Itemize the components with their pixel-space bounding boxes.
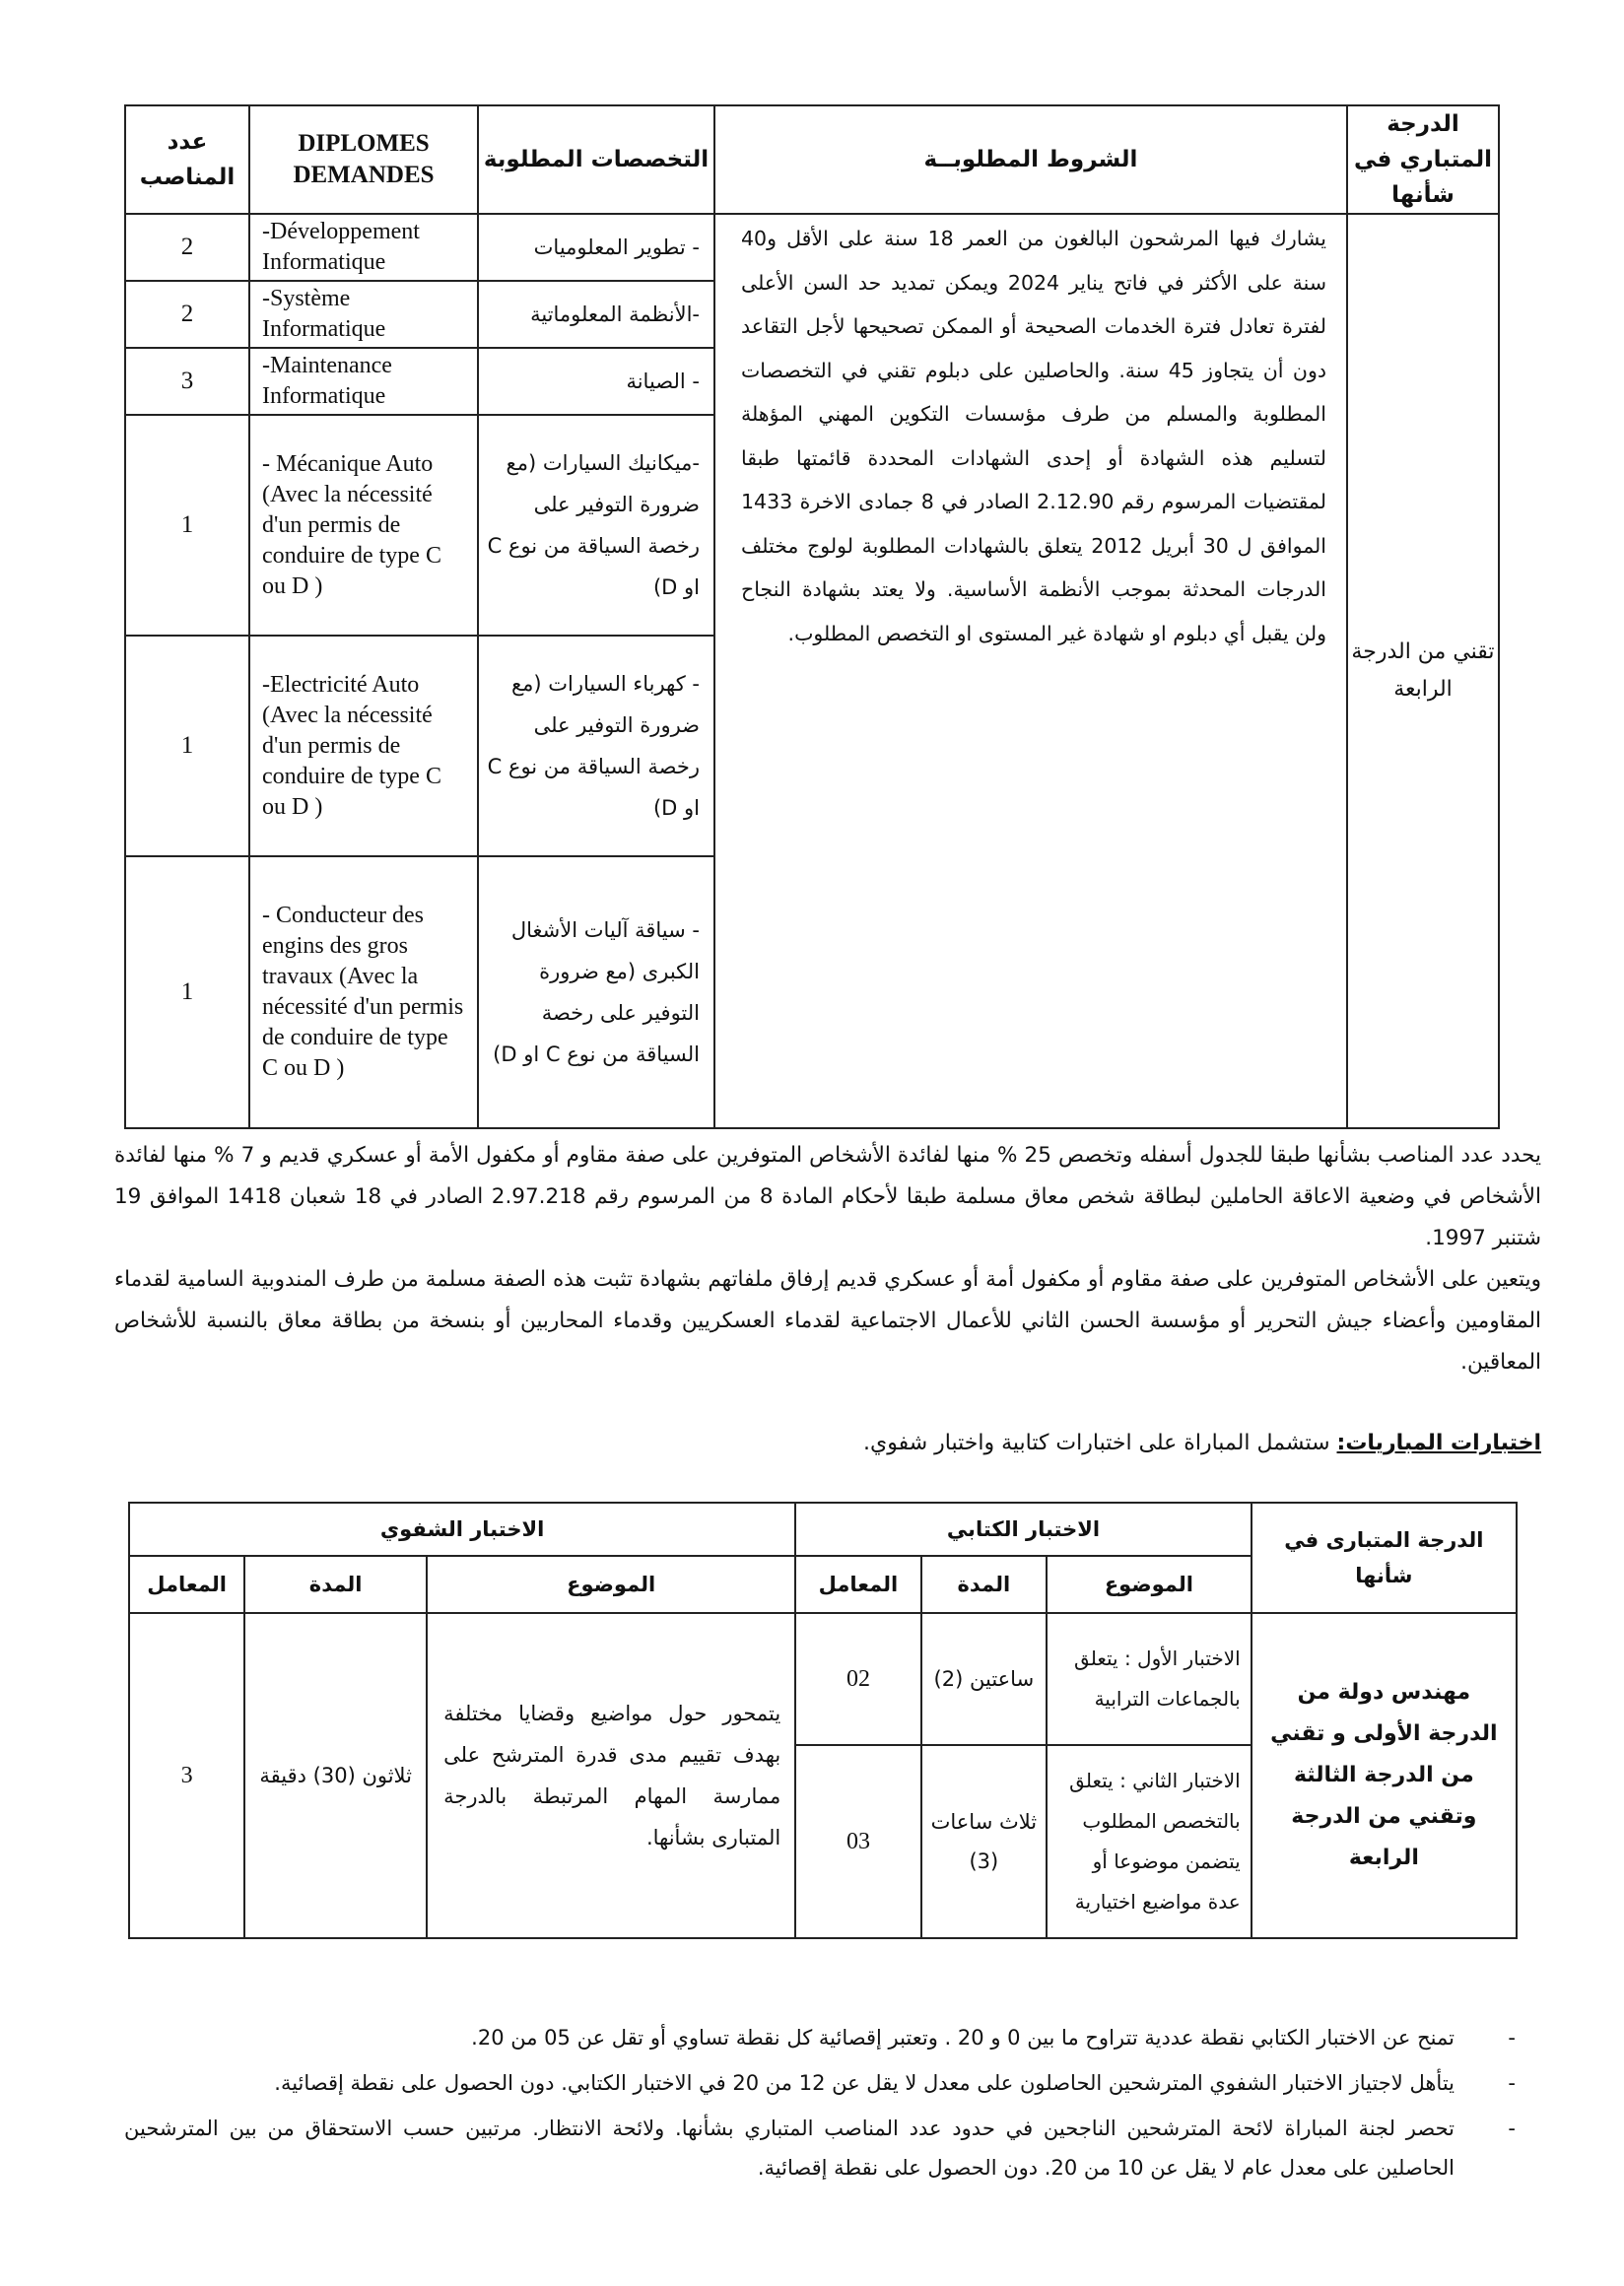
diploma: -Développement Informatique <box>249 214 478 281</box>
table-row <box>125 214 1499 281</box>
diploma: -Maintenance Informatique <box>249 348 478 415</box>
specialty: - تطوير المعلوميات <box>478 214 714 281</box>
posts-count: 1 <box>125 636 249 856</box>
bullet-dash: - <box>1508 2117 1516 2140</box>
header-oral-coefficient: المعامل <box>129 1556 244 1613</box>
written-coefficient: 02 <box>795 1613 920 1745</box>
header-written-duration: المدة <box>921 1556 1047 1613</box>
header-diplomas: DIPLOMES DEMANDES <box>249 105 478 214</box>
posts-count: 2 <box>125 214 249 281</box>
note-text: يتأهل لاجتياز الاختبار الشفوي المترشحين الحاصلون على معدل لا يقل عن 12 من 20 في الاختبار الكتابي. دون الحصول على نقطة إقصائية. <box>274 2071 1455 2095</box>
exams-intro-label: اختبارات المباريات: <box>1336 1431 1541 1455</box>
quota-paragraphs <box>114 1135 1541 1383</box>
positions-table-header <box>125 105 1499 214</box>
exams-table <box>128 1502 1518 1939</box>
header-oral: الاختبار الشفوي <box>129 1503 795 1556</box>
note-text: تمنح عن الاختبار الكتابي نقطة عددية تتراوح ما بين 0 و 20 . وتعتبر إقصائية كل نقطة تساوي أو تقل عن 05 من 20. <box>471 2026 1455 2050</box>
specialty: - كهرباء السيارات (مع ضرورة التوفير على رخصة السياقة من نوع C او D) <box>478 636 714 856</box>
quota-paragraph: يحدد عدد المناصب بشأنها طبقا للجدول أسفله وتخصص 25 % منها لفائدة الأشخاص المتوفرين على صفة مقاوم أو مكفول الأمة أو عسكري قديم و 7 % منها لفائدة الأشخاص في وضعية الاعاقة الحاملين لبطاقة شخص معاق مسلمة طبقا لأحكام المادة 8 من المرسوم رقم 2.97.218 الصادر في 18 شعبان 1418 الموافق 19 شتنبر 1997. <box>114 1143 1541 1250</box>
oral-subject: يتمحور حول مواضيع وقضايا مختلفة بهدف تقييم مدى قدرة المترشح على ممارسة المهام المرتبطة بالدرجة المتبارى بشأنها. <box>427 1613 795 1938</box>
written-duration: ثلاث ساعات (3) <box>921 1745 1047 1938</box>
header-count: عدد المناصب <box>125 105 249 214</box>
exam-notes-list <box>124 2018 1523 2193</box>
header-oral-subject: الموضوع <box>427 1556 795 1613</box>
table-row <box>129 1613 1517 1745</box>
posts-count: 1 <box>125 415 249 636</box>
positions-table <box>124 104 1500 1129</box>
exam-grade-text: مهندس دولة من الدرجة الأولى و تقني من الدرجة الثالثة وتقني من الدرجة الرابعة <box>1252 1613 1517 1938</box>
header-oral-duration: المدة <box>244 1556 427 1613</box>
diploma: - Mécanique Auto (Avec la nécessité d'un permis de conduire de type C ou D ) <box>249 415 478 636</box>
list-item <box>124 2018 1523 2057</box>
diploma: - Conducteur des engins des gros travaux (Avec la nécessité d'un permis de conduire de type C ou D ) <box>249 856 478 1128</box>
header-written: الاختبار الكتابي <box>795 1503 1251 1556</box>
specialty: - الصيانة <box>478 348 714 415</box>
specialty: - سياقة آليات الأشغال الكبرى (مع ضرورة التوفير على رخصة السياقة من نوع C او D) <box>478 856 714 1128</box>
list-item <box>124 2063 1523 2103</box>
diploma: -Système Informatique <box>249 281 478 348</box>
oral-coefficient: 3 <box>129 1613 244 1938</box>
specialty: -الأنظمة المعلوماتية <box>478 281 714 348</box>
header-grade: الدرجة المتباري في شأنها <box>1347 105 1499 214</box>
exams-intro <box>690 1424 1541 1463</box>
specialty: -ميكانيك السيارات (مع ضرورة التوفير على رخصة السياقة من نوع C او D) <box>478 415 714 636</box>
header-written-subject: الموضوع <box>1047 1556 1252 1613</box>
list-item <box>124 2109 1523 2187</box>
written-subject: الاختبار الأول : يتعلق بالجماعات الترابية <box>1047 1613 1252 1745</box>
certificate-paragraph: ويتعين على الأشخاص المتوفرين على صفة مقاوم أو مكفول أمة أو عسكري قديم إرفاق ملفاتهم بشهادة تثبت هذه الصفة مسلمة من طرف المندوبية السامية لقدماء المقاومين وأعضاء جيش التحرير أو مؤسسة الحسن الثاني للأعمال الاجتماعية لقدماء العسكريين وقدماء المحاربين أو بنسخة من بطاقة معاق بالنسبة للأشخاص المعاقين. <box>114 1267 1541 1375</box>
bullet-dash: - <box>1508 2071 1516 2095</box>
note-text: تحصر لجنة المباراة لائحة المترشحين الناجحين في حدود عدد المناصب المتباري بشأنها. ولائحة الانتظار. مرتبين حسب الاستحقاق من بين المترشحين الحاصلين على معدل عام لا يقل عن 10 من 20. دون الحصول على نقطة إقصائية. <box>124 2117 1455 2180</box>
oral-duration: ثلاثون (30) دقيقة <box>244 1613 427 1938</box>
posts-count: 3 <box>125 348 249 415</box>
written-coefficient: 03 <box>795 1745 920 1938</box>
exams-intro-text: ستشمل المباراة على اختبارات كتابية واختبار شفوي. <box>863 1431 1337 1455</box>
conditions-text: يشارك فيها المرشحون البالغون من العمر 18 سنة على الأقل و40 سنة على الأكثر في فاتح يناير 2024 ويمكن تمديد حد السن الأعلى لفترة تعادل فترة الخدمات الصحيحة أو الممكن تصحيحها لأجل التقاعد دون أن يتجاوز 45 سنة. والحاصلين على دبلوم تقني في التخصصات المطلوبة والمسلم من طرف مؤسسات التكوين المهني المؤهلة لتسليم هذه الشهادة أو إحدى الشهادات المحددة قائمتها طبقا لمقتضيات المرسوم رقم 2.12.90 الصادر في 8 جمادى الاخرة 1433 الموافق ل 30 أبريل 2012 يتعلق بالشهادات المطلوبة لولوج مختلف الدرجات المحدثة بموجب الأنظمة الأساسية. ولا يعتد بشهادة النجاح ولن يقبل أي دبلوم او شهادة غير المستوى او التخصص المطلوب. <box>714 214 1347 1128</box>
written-subject: الاختبار الثاني : يتعلق بالتخصص المطلوب يتضمن موضوعا أو عدة مواضيع اختيارية <box>1047 1745 1252 1938</box>
bullet-dash: - <box>1508 2026 1516 2050</box>
grade-text: تقني من الدرجة الرابعة <box>1347 214 1499 1128</box>
posts-count: 1 <box>125 856 249 1128</box>
header-grade: الدرجة المتبارى في شأنها <box>1252 1503 1517 1613</box>
exams-table-header <box>129 1503 1517 1556</box>
written-duration: ساعتين (2) <box>921 1613 1047 1745</box>
header-conditions: الشروط المطلوبــة <box>714 105 1347 214</box>
header-specialties: التخصصات المطلوبة <box>478 105 714 214</box>
header-written-coefficient: المعامل <box>795 1556 920 1613</box>
diploma: -Electricité Auto (Avec la nécessité d'un permis de conduire de type C ou D ) <box>249 636 478 856</box>
posts-count: 2 <box>125 281 249 348</box>
